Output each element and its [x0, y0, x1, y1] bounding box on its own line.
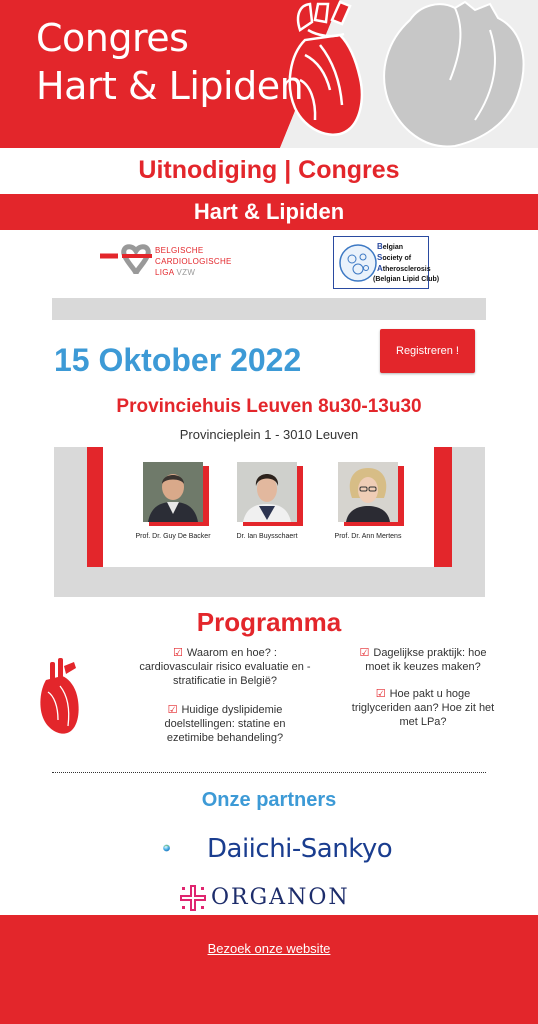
speaker-name: Prof. Dr. Guy De Backer — [135, 533, 211, 540]
website-link[interactable]: Bezoek onze website — [207, 941, 331, 956]
event-venue: Provinciehuis Leuven 8u30-13u30 — [116, 396, 422, 417]
partner-daiichi-sankyo: Daiichi-Sankyo — [207, 834, 393, 864]
section-divider — [52, 772, 486, 773]
bcl-line2: CARDIOLOGISCHE — [155, 257, 232, 266]
program-item — [350, 646, 496, 674]
bas-line3: therosclerosis — [382, 266, 431, 273]
speakers-accent-right — [434, 447, 452, 567]
program-item-text: Dagelijkse praktijk: hoe moet ik keuzes maken? — [365, 647, 487, 673]
program-item — [150, 703, 300, 745]
speaker-card — [318, 462, 418, 540]
bas-line1: elgian — [382, 244, 404, 251]
bcl-liga: LIGA — [155, 268, 174, 277]
bas-line2: ociety of — [382, 255, 412, 262]
bas-cap3: A — [377, 264, 383, 273]
divider-bar — [52, 298, 486, 320]
checkbox-icon: ☑ — [173, 647, 183, 659]
program-item-text: Waarom en hoe? : cardiovasculair risico evaluatie en - stratificatie in België? — [139, 647, 311, 687]
program-item — [350, 687, 496, 729]
partners-title: Onze partners — [201, 789, 337, 811]
speaker-name: Prof. Dr. Ann Mertens — [334, 533, 402, 540]
event-date: 15 Oktober 2022 — [54, 342, 302, 378]
event-address: Provincieplein 1 - 3010 Leuven — [179, 427, 359, 442]
hero-banner — [0, 0, 538, 148]
partner-organon: ORGANON — [211, 885, 350, 910]
register-button[interactable]: Registreren ! — [380, 329, 475, 373]
program-item-text: Hoe pakt u hoge triglyceriden aan? Hoe zit het met LPa? — [351, 688, 495, 728]
speakers-accent-left — [87, 447, 103, 567]
bas-cap2: S — [377, 253, 383, 262]
program-item-text: Huidige dyslipidemie doelstellingen: statine en ezetimibe behandeling? — [164, 704, 286, 744]
bas-line4: (Belgian Lipid Club) — [373, 276, 440, 283]
bcl-suffix: VZW — [176, 268, 196, 277]
speaker-photo — [143, 462, 203, 522]
program-title: Programma — [196, 607, 342, 637]
program-item — [135, 646, 315, 688]
footer — [0, 915, 538, 1024]
organon-icon — [178, 883, 208, 913]
speaker-photo — [237, 462, 297, 522]
speaker-name: Dr. Ian Buysschaert — [236, 533, 298, 540]
checkbox-icon: ☑ — [375, 688, 386, 700]
checkbox-icon: ☑ — [359, 647, 370, 659]
bcl-logo-text — [155, 245, 232, 278]
bas-logo-text — [373, 242, 440, 285]
speaker-card — [123, 462, 223, 540]
hero-title — [36, 14, 303, 110]
hero-title-line1: Congres — [36, 16, 189, 60]
speaker-portrait-icon — [338, 462, 398, 522]
speaker-photo — [338, 462, 398, 522]
checkbox-icon: ☑ — [167, 704, 178, 716]
speaker-portrait-icon — [143, 462, 203, 522]
hero-title-line2: Hart & Lipiden — [36, 64, 304, 108]
invitation-heading: Uitnodiging | Congres — [138, 156, 400, 184]
anatomical-heart-icon — [38, 656, 80, 740]
bcl-line1: BELGISCHE — [155, 246, 204, 255]
speaker-card — [217, 462, 317, 540]
daiichi-sankyo-icon — [163, 828, 203, 868]
bas-cap1: B — [377, 242, 383, 251]
bcl-line3 — [155, 267, 232, 278]
speaker-portrait-icon — [237, 462, 297, 522]
topic-banner: Hart & Lipiden — [0, 194, 538, 230]
